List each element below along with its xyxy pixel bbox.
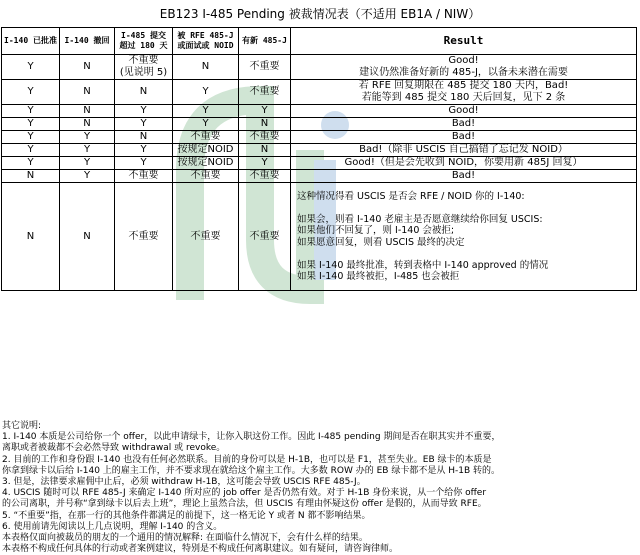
- cell: 不重要: [115, 170, 173, 183]
- cell: 不重要: [173, 183, 239, 291]
- cell: Y: [2, 157, 60, 170]
- cell: N: [239, 144, 291, 157]
- cell: N: [60, 118, 115, 131]
- cell: Y: [173, 118, 239, 131]
- table-row: [2, 157, 637, 170]
- cell: N: [60, 80, 115, 105]
- cell: Y: [2, 105, 60, 118]
- result-cell: 若 RFE 回复期限在 485 提交 180 天内，Bad! 若能等到 485 提交 180 天后回复，见下 2 条: [291, 80, 637, 105]
- table-row: [2, 105, 637, 118]
- result-cell: Good!: [291, 105, 637, 118]
- cell: Y: [2, 144, 60, 157]
- cell: Y: [60, 157, 115, 170]
- table-row: [2, 55, 637, 80]
- table-row: [2, 170, 637, 183]
- note-line: 本表格仅面向被裁员的朋友的一个通用的情况解释: 在面临什么情况下，会有什么样的结果。: [2, 533, 368, 544]
- cell: Y: [115, 105, 173, 118]
- cell: 不重要: [239, 131, 291, 144]
- cell: Y: [115, 118, 173, 131]
- table-header-row: [2, 28, 637, 55]
- cell: 不重要: [173, 131, 239, 144]
- cell: N: [60, 105, 115, 118]
- table-row: [2, 80, 637, 105]
- cell: Y: [60, 131, 115, 144]
- cell: N: [239, 118, 291, 131]
- status-table: [1, 27, 637, 291]
- cell: 不重要: [239, 80, 291, 105]
- cell: Y: [60, 170, 115, 183]
- result-cell: Bad!: [291, 170, 637, 183]
- cell: N: [173, 55, 239, 80]
- result-cell: Bad!: [291, 131, 637, 144]
- cell: 不重要: [115, 183, 173, 291]
- cell: 不重要 (见说明 5): [115, 55, 173, 80]
- result-cell: Good!（但是会先收到 NOID，你要用新 485J 回复）: [291, 157, 637, 170]
- cell: 不重要: [239, 183, 291, 291]
- note-line: 6. 使用前请先阅读以上几点说明，理解 I-140 的含义。: [2, 521, 223, 532]
- cell: Y: [2, 118, 60, 131]
- cell: Y: [239, 105, 291, 118]
- cell: N: [115, 80, 173, 105]
- note-line: 3. 但是，法律要求雇佣中止后，必须 withdraw H-1B，这可能会导致 USCIS RFE 485-J。: [2, 477, 366, 488]
- table-row: [2, 183, 637, 291]
- result-cell: Bad!（除非 USCIS 自己搞错了忘记发 NOID）: [291, 144, 637, 157]
- cell: 按规定NOID: [173, 144, 239, 157]
- table-row: [2, 118, 637, 131]
- cell: Y: [173, 80, 239, 105]
- result-cell: Good! 建议仍然准备好新的 485-J，以备未来潜在需要: [291, 55, 637, 80]
- cell: Y: [2, 80, 60, 105]
- cell: Y: [239, 157, 291, 170]
- cell: N: [2, 183, 60, 291]
- header-result: Result: [291, 28, 637, 55]
- note-line: 5. “不重要”指，在那一行的其他条件都满足的前提下，这一格无论 Y 或者 N 都不影响结果。: [2, 510, 371, 521]
- note-line: 4. USCIS 随时可以 RFE 485-J 来确定 I-140 所对应的 job offer 是否仍然有效。对于 H-1B 身份来说，从一个给你 offer: [2, 488, 487, 499]
- notes-section: [2, 421, 638, 555]
- note-line: 离职或者被裁都不会必然导致 withdrawal 或 revoke。: [2, 443, 226, 454]
- page-title: EB123 I-485 Pending 被裁情况表（不适用 EB1A / NIW）: [159, 7, 481, 21]
- table-row: [2, 144, 637, 157]
- cell: N: [60, 55, 115, 80]
- cell: 不重要: [173, 170, 239, 183]
- note-line: 本表格不构成任何具体的行动或者案例建议，特别是不构成任何离职建议。如有疑问，请咨询律师。: [2, 544, 399, 555]
- cell: Y: [115, 157, 173, 170]
- header-i140-approved: I-140 已批准: [2, 28, 60, 55]
- result-cell: 这种情况得看 USCIS 是否会 RFE / NOID 你的 I-140: 如果会，则看 I-140 老雇主是否愿意继续给你回复 USCIS: 如果他们不回复了，则 I-140 会被拒; 如果愿意回复，则看 USCIS 最终的决定 如果 I-140 最终批准，转到表格中 I-140 approved 的情况 如果 I-140 最终被拒，I-485 也会被拒: [291, 183, 637, 291]
- cell: N: [60, 183, 115, 291]
- header-rfe-noid: 被 RFE 485-J 或面试或 NOID: [173, 28, 239, 55]
- cell: N: [115, 131, 173, 144]
- note-line: 你拿到绿卡以后给 I-140 上的雇主工作，并不要求现在就给这个雇主工作。大多数 ROW 办的 EB 绿卡都不是从 H-1B 转的。: [2, 465, 500, 476]
- result-cell: Bad!: [291, 118, 637, 131]
- notes-heading: 其它说明:: [2, 421, 42, 431]
- note-line: 2. 目前的工作和身份跟 I-140 也没有任何必然联系。目前的身份可以是 H-1B，也可以是 F1，甚至失业。EB 绿卡的本质是: [2, 454, 492, 465]
- cell: N: [2, 170, 60, 183]
- cell: Y: [2, 131, 60, 144]
- cell: 不重要: [239, 170, 291, 183]
- cell: Y: [60, 144, 115, 157]
- cell: Y: [173, 105, 239, 118]
- cell: Y: [115, 144, 173, 157]
- cell: 按规定NOID: [173, 157, 239, 170]
- cell: Y: [2, 55, 60, 80]
- cell: 不重要: [239, 55, 291, 80]
- note-line: 1. I-140 本质是公司给你一个 offer，以此申请绿卡，让你入职这份工作。因此 I-485 pending 期间是否在职其实并不重要，: [2, 432, 501, 443]
- header-i485-180days: I-485 提交 超过 180 天: [115, 28, 173, 55]
- header-new-485j: 有新 485-J: [239, 28, 291, 55]
- table-row: [2, 131, 637, 144]
- header-i140-withdrawn: I-140 撤回: [60, 28, 115, 55]
- note-line: 的公司离职，并号称“拿到绿卡以后去上班”，理论上虽然合法，但 USCIS 有理由怀疑这份 offer 是假的，从而导致 RFE。: [2, 499, 487, 510]
